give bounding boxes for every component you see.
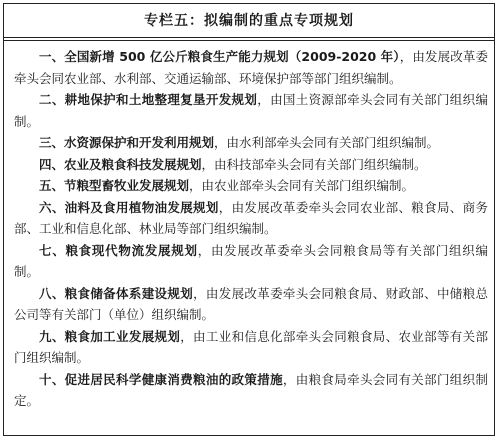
sidebar-box xyxy=(3,3,495,436)
plan-item xyxy=(14,175,488,197)
plan-item-text: ，由粮食局牵头会同有关部门组织制定。 xyxy=(14,371,488,408)
plan-item-text: ，由发展改革委牵头会同农业部、粮食局、商务部、工业和信息化部、林业局等部门组织编制。 xyxy=(14,199,488,236)
plan-item-text: ，由发展改革委牵头会同农业部、水利部、交通运输部、环境保护部等部门组织编制。 xyxy=(14,49,488,86)
plan-item xyxy=(14,283,488,326)
plan-item xyxy=(14,132,488,154)
title-rule-lower xyxy=(4,40,494,41)
plan-item-text: ，由工业和信息化部牵头会同粮食局、农业部等有关部门组织编制。 xyxy=(14,328,488,365)
plan-item xyxy=(14,326,488,369)
plan-item-text: ，由发展改革委牵头会同粮食局等有关部门组织编制。 xyxy=(14,242,488,279)
plan-item-heading: 三、水资源保护和开发利用规划 xyxy=(39,135,215,150)
plan-item-heading: 二、耕地保护和土地整理复垦开发规划 xyxy=(39,92,258,107)
plan-item xyxy=(14,154,488,176)
plan-item xyxy=(14,240,488,283)
plan-item-heading: 四、农业及粮食科技发展规划 xyxy=(39,156,202,172)
plan-item-text: ，由科技部牵头会同有关部门组织编制。 xyxy=(201,156,427,172)
plan-item xyxy=(14,369,488,412)
plan-list xyxy=(14,46,488,412)
plan-item-heading: 七、粮食现代物流发展规划 xyxy=(39,242,198,258)
plan-item-heading: 九、粮食加工业发展规划 xyxy=(39,328,181,344)
plan-item-text: ，由水利部牵头会同有关部门组织编制。 xyxy=(214,135,440,150)
plan-item xyxy=(14,197,488,240)
plan-item xyxy=(14,46,488,89)
plan-item-heading: 六、油料及食用植物油发展规划 xyxy=(39,199,219,215)
plan-item xyxy=(14,89,488,132)
title-rule-upper xyxy=(4,37,494,38)
plan-item-heading: 八、粮食储备体系建设规划 xyxy=(39,285,194,301)
box-title: 专栏五：拟编制的重点专项规划 xyxy=(144,13,354,29)
plan-item-text: ，由发展改革委牵头会同粮食局、财政部、中储粮总公司等有关部门（单位）组织编制。 xyxy=(14,285,488,322)
plan-item-text: ，由农业部牵头会同有关部门组织编制。 xyxy=(189,178,415,193)
plan-item-heading: 五、节粮型畜牧业发展规划 xyxy=(39,178,190,193)
plan-item-heading: 十、促进居民科学健康消费粮油的政策措施 xyxy=(39,371,283,387)
plan-item-heading: 一、全国新增 500 亿公斤粮食生产能力规划（2009-2020 年） xyxy=(39,49,400,64)
plan-item-text: ，由国土资源部牵头会同有关部门组织编制。 xyxy=(14,92,488,129)
